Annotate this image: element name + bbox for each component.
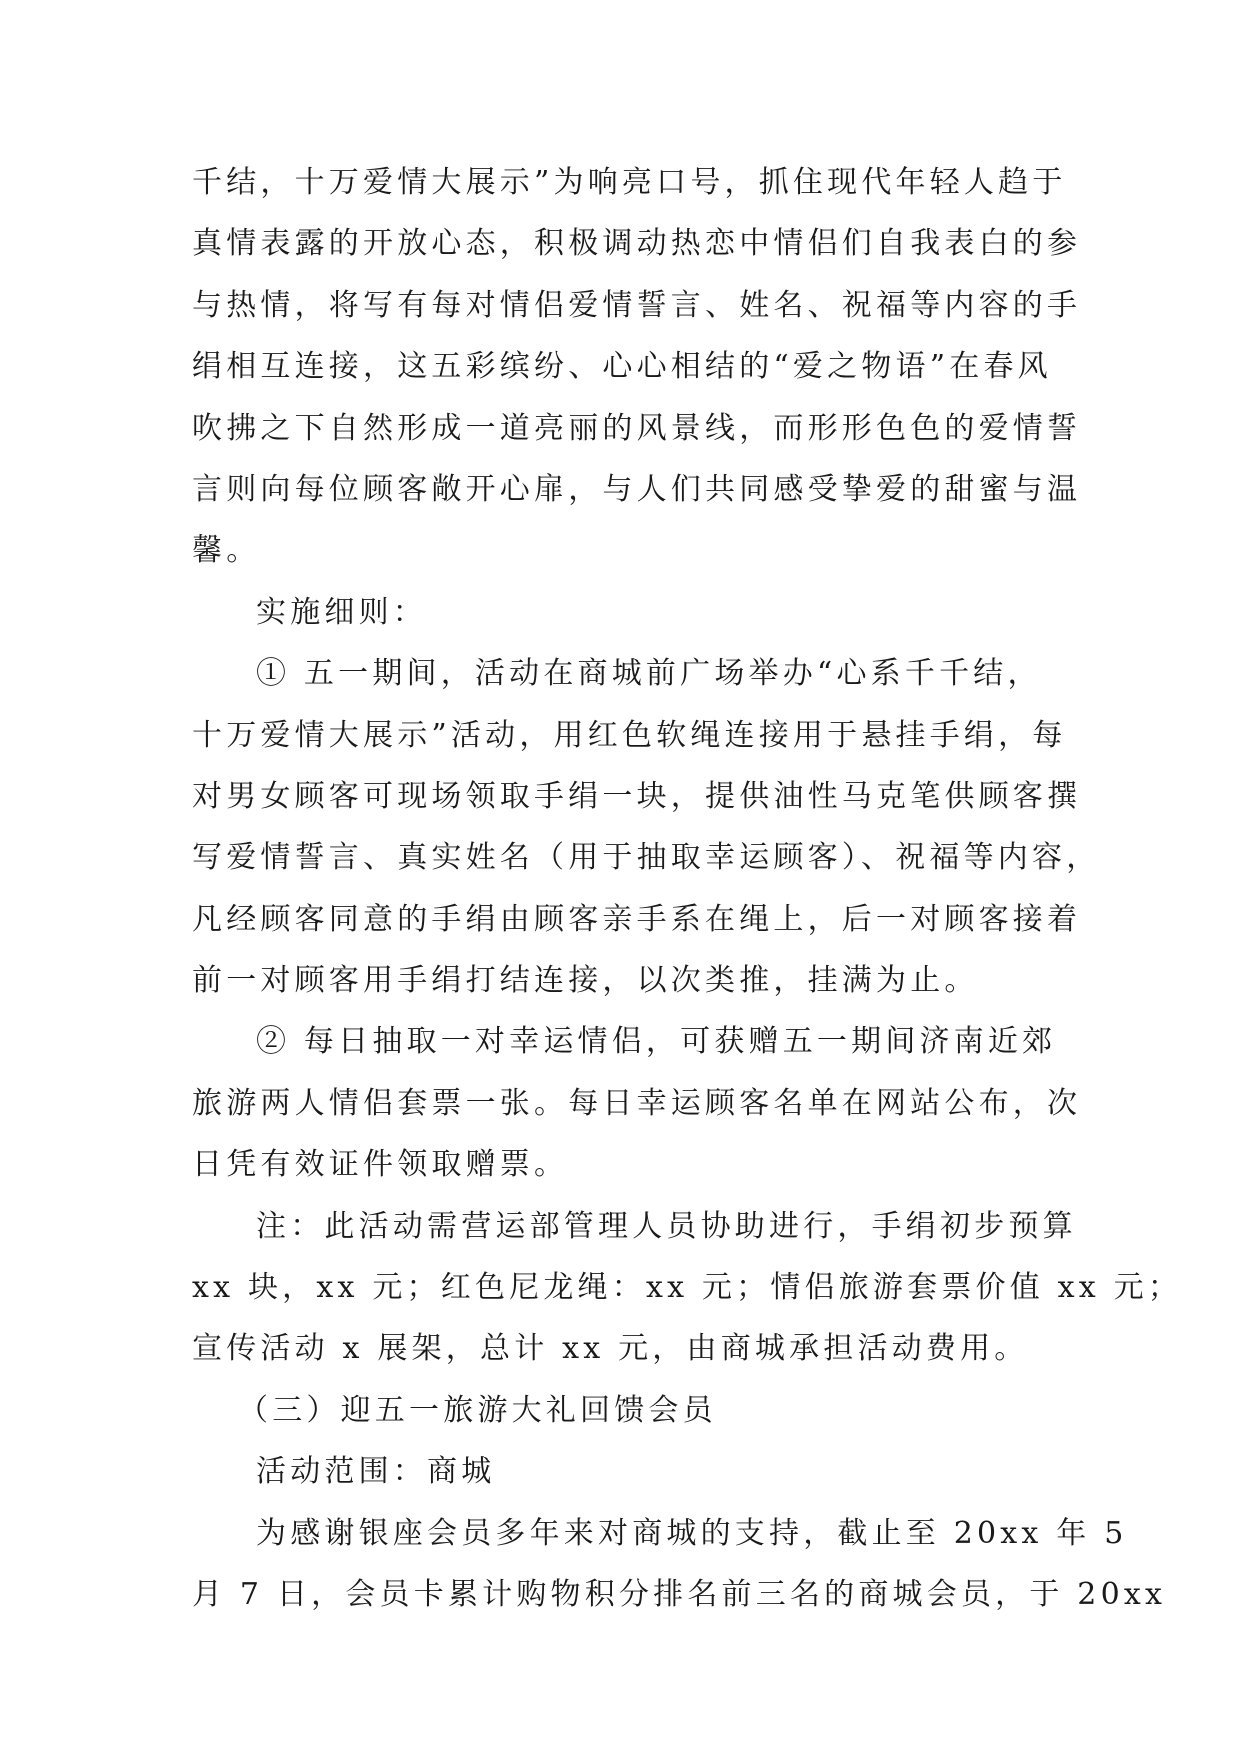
paragraph-line: 言则向每位顾客敞开心扉，与人们共同感受挚爱的甜蜜与温 bbox=[192, 471, 1082, 507]
paragraph-line: 千结，十万爱情大展示”为响亮口号，抓住现代年轻人趋于 bbox=[192, 165, 1067, 200]
list-item-2: ② 每日抽取一对幸运情侣，可获赠五一期间济南近郊 bbox=[256, 1024, 1057, 1060]
paragraph-line: 真情表露的开放心态，积极调动热恋中情侣们自我表白的参 bbox=[192, 226, 1082, 262]
paragraph-line: 对男女顾客可现场领取手绢一块，提供油性马克笔供顾客撰 bbox=[192, 778, 1082, 814]
paragraph-line: 为感谢银座会员多年来对商城的支持，截止至 20xx 年 5 bbox=[256, 1515, 1128, 1551]
section-heading: （三）迎五一旅游大礼回馈会员 bbox=[238, 1392, 717, 1428]
paragraph-line: 凡经顾客同意的手绢由顾客亲手系在绳上，后一对顾客接着 bbox=[192, 901, 1082, 937]
paragraph-line: 宣传活动 x 展架，总计 xx 元，由商城承担活动费用。 bbox=[192, 1331, 1029, 1367]
paragraph-line: 十万爱情大展示”活动，用红色软绳连接用于悬挂手绢，每 bbox=[192, 717, 1067, 753]
paragraph-line: 馨。 bbox=[192, 533, 261, 569]
list-item-1: ① 五一期间，活动在商城前广场举办“心系千千结， bbox=[256, 656, 1042, 692]
paragraph-line: 月 7 日，会员卡累计购物积分排名前三名的商城会员，于 20xx bbox=[192, 1576, 1167, 1612]
document-body bbox=[192, 152, 1183, 1625]
note-paragraph: 注：此活动需营运部管理人员协助进行，手绢初步预算 bbox=[256, 1208, 1077, 1244]
paragraph-line: 前一对顾客用手绢打结连接，以次类推，挂满为止。 bbox=[192, 963, 979, 999]
paragraph-line: 绢相互连接，这五彩缤纷、心心相结的“爱之物语”在春风 bbox=[192, 349, 1052, 385]
paragraph-line: 写爱情誓言、真实姓名（用于抽取幸运顾客）、祝福等内容， bbox=[192, 840, 1101, 876]
paragraph-line: 与热情，将写有每对情侣爱情誓言、姓名、祝福等内容的手 bbox=[192, 287, 1082, 323]
paragraph-line: 活动范围：商城 bbox=[256, 1454, 496, 1490]
paragraph-line: 旅游两人情侣套票一张。每日幸运顾客名单在网站公布，次 bbox=[192, 1085, 1082, 1121]
paragraph-line: 日凭有效证件领取赠票。 bbox=[192, 1147, 569, 1183]
section-heading: 实施细则： bbox=[256, 594, 427, 630]
paragraph-line: 吹拂之下自然形成一道亮丽的风景线，而形形色色的爱情誓 bbox=[192, 410, 1082, 446]
paragraph-line: xx 块，xx 元；红色尼龙绳：xx 元；情侣旅游套票价值 xx 元； bbox=[192, 1270, 1183, 1306]
